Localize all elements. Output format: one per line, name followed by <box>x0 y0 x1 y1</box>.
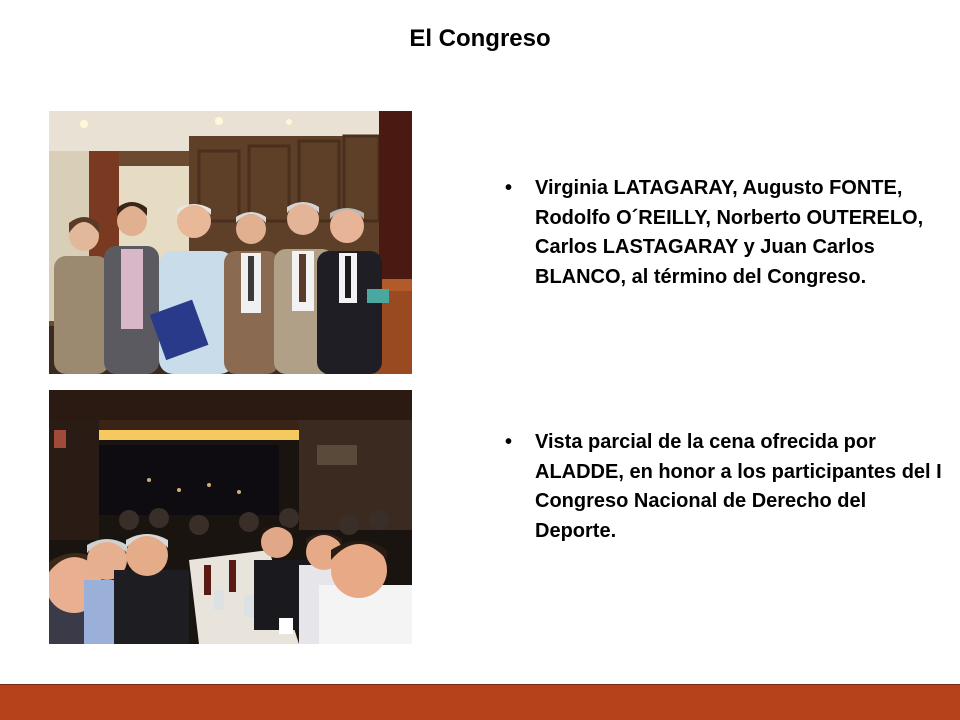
slide-title: El Congreso <box>409 25 551 52</box>
dinner-photo <box>49 390 412 644</box>
bullet-list-item <box>505 174 950 292</box>
caption-dinner-photo: Vista parcial de la cena ofrecida por ALADDE, en honor a los participantes del I Congreso Nacional de Derecho del Deporte. <box>535 431 942 542</box>
caption-group-photo: Virginia LATAGARAY, Augusto FONTE, Rodolfo O´REILLY, Norberto OUTERELO, Carlos LASTAGARAY y Juan Carlos BLANCO, al término del Congreso. <box>535 177 924 288</box>
bullet-symbol: • <box>505 177 513 199</box>
bullet-symbol: • <box>505 431 513 453</box>
group-photo <box>49 111 412 374</box>
footer-bar <box>0 684 960 720</box>
bullet-list-item <box>505 428 950 546</box>
